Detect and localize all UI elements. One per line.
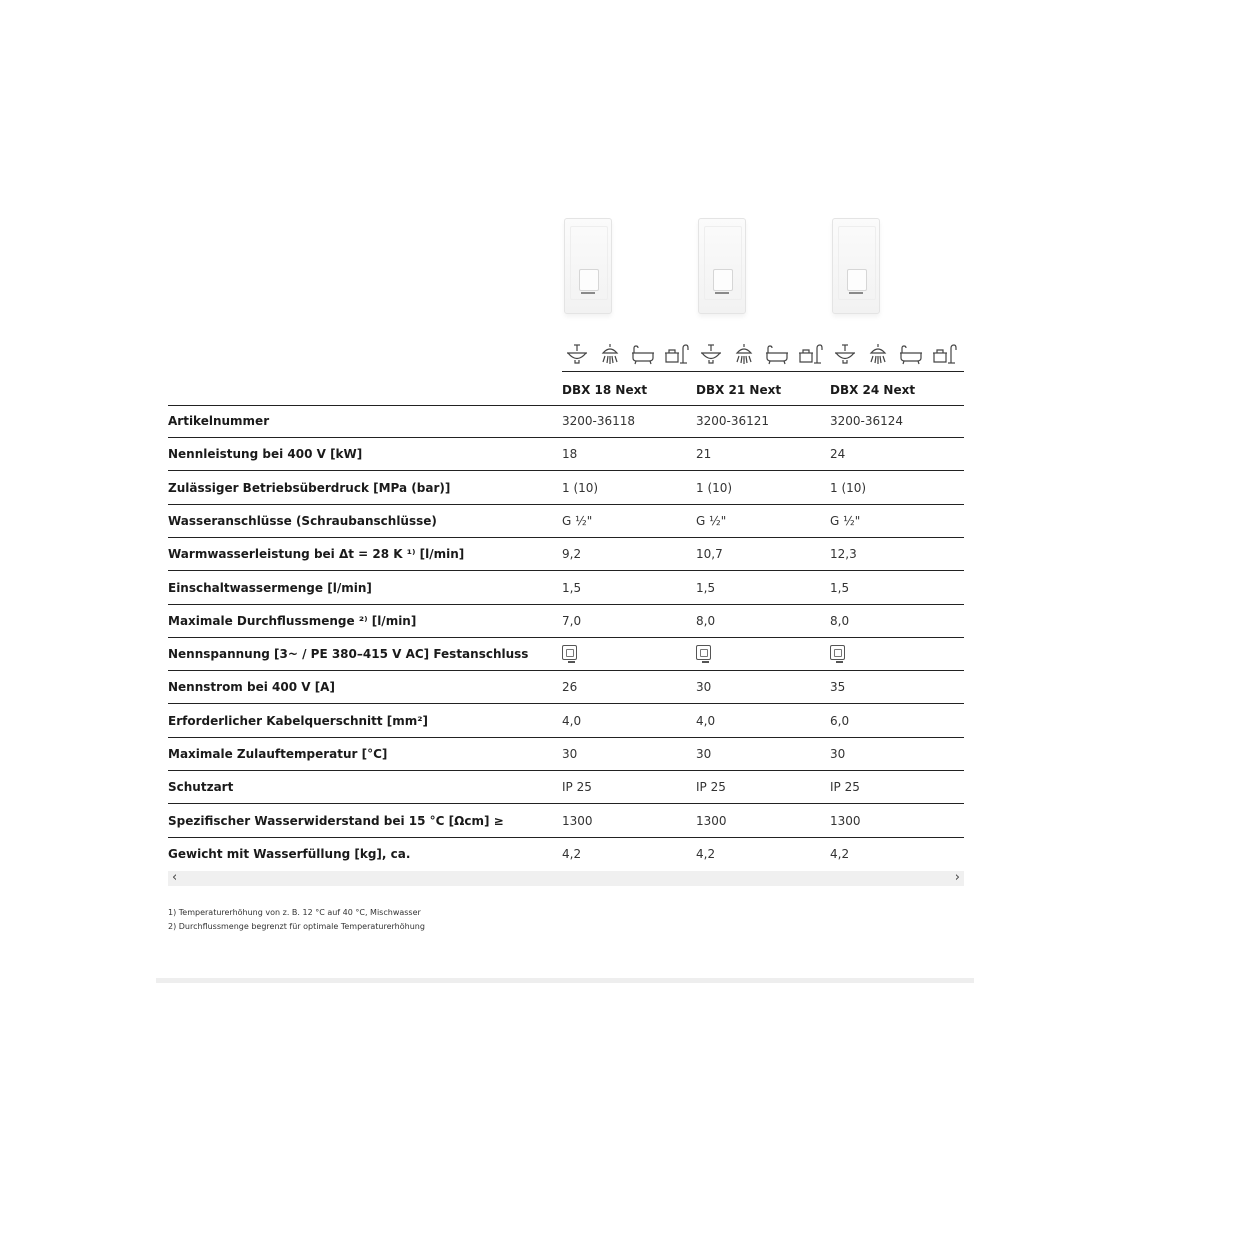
table-cell: IP 25	[696, 780, 726, 795]
table-cell: 30	[696, 680, 712, 695]
table-cell: 30	[562, 747, 578, 761]
table-cell: 1300	[562, 813, 593, 828]
row-label: Nennleistung bei 400 V [kW]	[168, 447, 363, 462]
row-label: Spezifischer Wasserwiderstand bei 15 °C [Ωcm] ≥	[168, 813, 504, 828]
row-label: Nennspannung [3~ / PE 380–415 V AC] Festanschluss	[168, 647, 529, 662]
washbasin-icon	[832, 342, 865, 366]
table-row	[168, 638, 964, 671]
table-cell: 35	[830, 680, 846, 695]
table-row	[168, 572, 964, 605]
table-row	[168, 705, 964, 738]
table-cell: G ½"	[696, 513, 727, 528]
table-row	[168, 738, 964, 771]
horizontal-scrollbar[interactable]	[168, 871, 964, 886]
table-cell: 18	[562, 447, 578, 462]
table-cell: 3200-36118	[562, 414, 636, 428]
header-top-rule	[562, 371, 964, 372]
table-row	[168, 438, 964, 471]
shower-icon	[865, 342, 898, 366]
footnote-1: 1) Temperaturerhöhung von z. B. 12 °C auf 40 °C, Mischwasser	[168, 908, 421, 917]
table-cell: 26	[562, 680, 578, 695]
row-label: Wasseranschlüsse (Schraubanschlüsse)	[168, 513, 437, 528]
table-row	[168, 538, 964, 571]
column-header-dbx21: DBX 21 Next	[696, 383, 782, 397]
table-row	[168, 805, 964, 838]
table-cell: 8,0	[696, 613, 716, 628]
table-row	[168, 838, 964, 871]
table-cell: 4,2	[562, 846, 582, 861]
table-cell: 30	[830, 747, 846, 761]
kitchen-sink-icon	[797, 342, 830, 366]
table-cell: 1 (10)	[696, 480, 733, 495]
row-label: Zulässiger Betriebsüberdruck [MPa (bar)]	[168, 480, 451, 495]
fixed-connection-icon	[696, 647, 711, 665]
table-row	[168, 472, 964, 505]
table-cell: 3200-36121	[696, 414, 770, 428]
table-cell: 10,7	[696, 547, 723, 562]
scroll-right-icon[interactable]: ›	[954, 870, 960, 885]
table-cell: 4,2	[830, 846, 850, 861]
application-icons-1	[564, 341, 696, 367]
table-cell: 1,5	[830, 580, 850, 595]
kitchen-sink-icon	[931, 342, 964, 366]
row-label: Einschaltwassermenge [l/min]	[168, 580, 372, 595]
product-image-dbx18	[564, 218, 612, 318]
table-cell: 1,5	[562, 580, 582, 595]
row-label: Maximale Durchflussmenge ²⁾ [l/min]	[168, 613, 417, 628]
table-cell: 24	[830, 447, 846, 462]
column-header-dbx24: DBX 24 Next	[830, 383, 916, 397]
table-cell: G ½"	[830, 513, 861, 528]
shower-icon	[597, 342, 630, 366]
table-row	[168, 671, 964, 704]
table-cell: 4,2	[696, 846, 716, 861]
table-cell: IP 25	[830, 780, 860, 795]
footnote-2: 2) Durchflussmenge begrenzt für optimale Temperaturerhöhung	[168, 922, 425, 931]
table-cell: 1300	[830, 813, 861, 828]
table-cell: 1 (10)	[562, 480, 599, 495]
bathtub-icon	[630, 342, 663, 366]
table-cell: 6,0	[830, 713, 850, 728]
table-cell: 1300	[696, 813, 727, 828]
kitchen-sink-icon	[663, 342, 696, 366]
table-cell: 8,0	[830, 613, 850, 628]
product-image-dbx21	[698, 218, 746, 318]
table-cell: 3200-36124	[830, 414, 904, 428]
table-cell: G ½"	[562, 513, 593, 528]
bathtub-icon	[764, 342, 797, 366]
row-label: Erforderlicher Kabelquerschnitt [mm²]	[168, 713, 429, 728]
table-cell: 21	[696, 447, 712, 462]
table-row	[168, 405, 964, 438]
washbasin-icon	[564, 342, 597, 366]
section-divider	[156, 978, 974, 983]
table-cell: 7,0	[562, 613, 582, 628]
shower-icon	[731, 342, 764, 366]
table-cell: IP 25	[562, 780, 592, 795]
column-header-dbx18: DBX 18 Next	[562, 383, 648, 397]
table-cell: 12,3	[830, 547, 857, 562]
application-icons-2	[698, 341, 830, 367]
row-label: Nennstrom bei 400 V [A]	[168, 680, 335, 695]
table-cell: 4,0	[696, 713, 716, 728]
fixed-connection-icon	[830, 647, 845, 665]
table-cell: 9,2	[562, 547, 582, 562]
table-cell: 1 (10)	[830, 480, 867, 495]
row-label: Gewicht mit Wasserfüllung [kg], ca.	[168, 846, 411, 861]
row-label: Artikelnummer	[168, 414, 270, 428]
row-label: Maximale Zulauftemperatur [°C]	[168, 747, 388, 761]
table-cell: 4,0	[562, 713, 582, 728]
washbasin-icon	[698, 342, 731, 366]
table-row	[168, 505, 964, 538]
table-cell: 1,5	[696, 580, 716, 595]
application-icons-3	[832, 341, 964, 367]
bathtub-icon	[898, 342, 931, 366]
table-row	[168, 605, 964, 638]
product-image-dbx24	[832, 218, 880, 318]
row-label: Warmwasserleistung bei Δt = 28 K ¹⁾ [l/min]	[168, 547, 465, 562]
table-cell: 30	[696, 747, 712, 761]
table-row	[168, 771, 964, 804]
scroll-left-icon[interactable]: ‹	[172, 870, 178, 885]
fixed-connection-icon	[562, 647, 577, 665]
row-label: Schutzart	[168, 780, 234, 795]
